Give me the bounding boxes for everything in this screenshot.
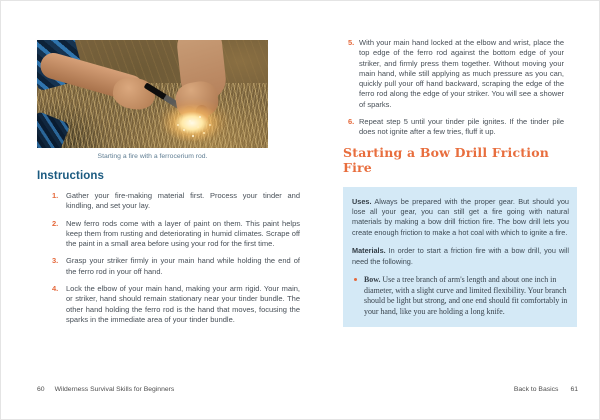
step-5 — [348, 38, 564, 110]
step-6-number: 6. — [348, 117, 355, 127]
uses-lead: Uses. — [352, 196, 372, 206]
info-box — [343, 187, 577, 328]
info-box-bullet-item — [352, 275, 569, 317]
left-page-column — [37, 40, 300, 332]
step-1-text: Gather your fire-making material first. Process your tinder and kindling, and set your lay. — [66, 191, 300, 211]
instructions-list — [37, 191, 300, 325]
photo-spark-flash — [163, 104, 221, 142]
instructions-list-continued — [343, 38, 578, 138]
bow-lead: Bow. — [364, 275, 381, 285]
photo-caption: Starting a fire with a ferrocerium rod. — [97, 153, 208, 160]
instructions-heading: Instructions — [37, 170, 105, 182]
left-page-number: 60 — [37, 386, 45, 393]
step-1 — [52, 191, 300, 212]
bullet-dot-icon — [352, 275, 364, 317]
section-title: Back to Basics — [513, 386, 559, 393]
bow-text: Use a tree branch of arm's length and about one inch in diameter, with a slight curve and limited flexibility. Your branch should be light but strong, and one end should fit comfortably in your hand, like you are holding a long knife. — [364, 275, 568, 316]
step-6 — [348, 117, 564, 138]
step-3 — [52, 256, 300, 277]
step-2-number: 2. — [52, 218, 59, 228]
step-4-number: 4. — [52, 284, 59, 294]
step-5-number: 5. — [348, 38, 355, 47]
right-page-number: 61 — [570, 386, 578, 393]
info-box-materials-paragraph — [352, 246, 569, 267]
step-3-text: Grasp your striker firmly in your main hand while holding the end of the ferro rod in your off hand. — [66, 256, 300, 276]
right-page-footer — [343, 386, 578, 393]
fire-starting-photo — [37, 40, 268, 148]
materials-text: In order to start a friction fire with a bow drill, you will need the following. — [352, 246, 569, 266]
bullet-bow-text — [364, 275, 569, 317]
step-2 — [52, 219, 300, 250]
info-box-uses-paragraph — [352, 197, 569, 239]
section-heading: Starting a Bow Drill Friction Fire — [343, 144, 550, 175]
right-page-column — [343, 38, 578, 327]
step-1-number: 1. — [52, 191, 59, 200]
book-title: Wilderness Survival Skills for Beginners — [54, 386, 175, 393]
step-4 — [52, 284, 300, 325]
uses-text: Always be prepared with the proper gear. But should you lose all your gear, you can still get a fire going with natural materials by making a bow drill friction fire. The bow drill lets you create enough friction to make a hot coal with which to ignite a fire. — [352, 196, 569, 237]
step-4-text: Lock the elbow of your main hand, making your arm rigid. Your main, or striker, hand should remain stationary near your tinder bundle. The other hand holding the ferro rod is the hand that moves, focusing the sparks in the immediate area of your tinder bundle. — [66, 284, 300, 324]
step-6-text: Repeat step 5 until your tinder pile ignites. If the tinder pile does not ignite after a few tries, fluff it up. — [359, 117, 564, 137]
step-2-text: New ferro rods come with a layer of paint on them. This paint helps keep them from rusting and deteriorating in humid climates. Scrape off the paint in a small area before using your rod for the first time. — [66, 218, 300, 249]
photo-spark-dots — [189, 120, 191, 122]
step-3-number: 3. — [52, 256, 59, 266]
materials-lead: Materials. — [352, 246, 386, 256]
step-5-text: With your main hand locked at the elbow and wrist, place the top edge of the ferro rod against the bottom edge of your striker, and firmly press them together. Without moving your main hand, while still applying as much pressure as you can, quickly pull your off hand backward, scraping the edge of the ferro rod along the edge of your striker. You will see a shower of sparks. — [359, 38, 564, 109]
left-page-footer — [37, 386, 300, 393]
